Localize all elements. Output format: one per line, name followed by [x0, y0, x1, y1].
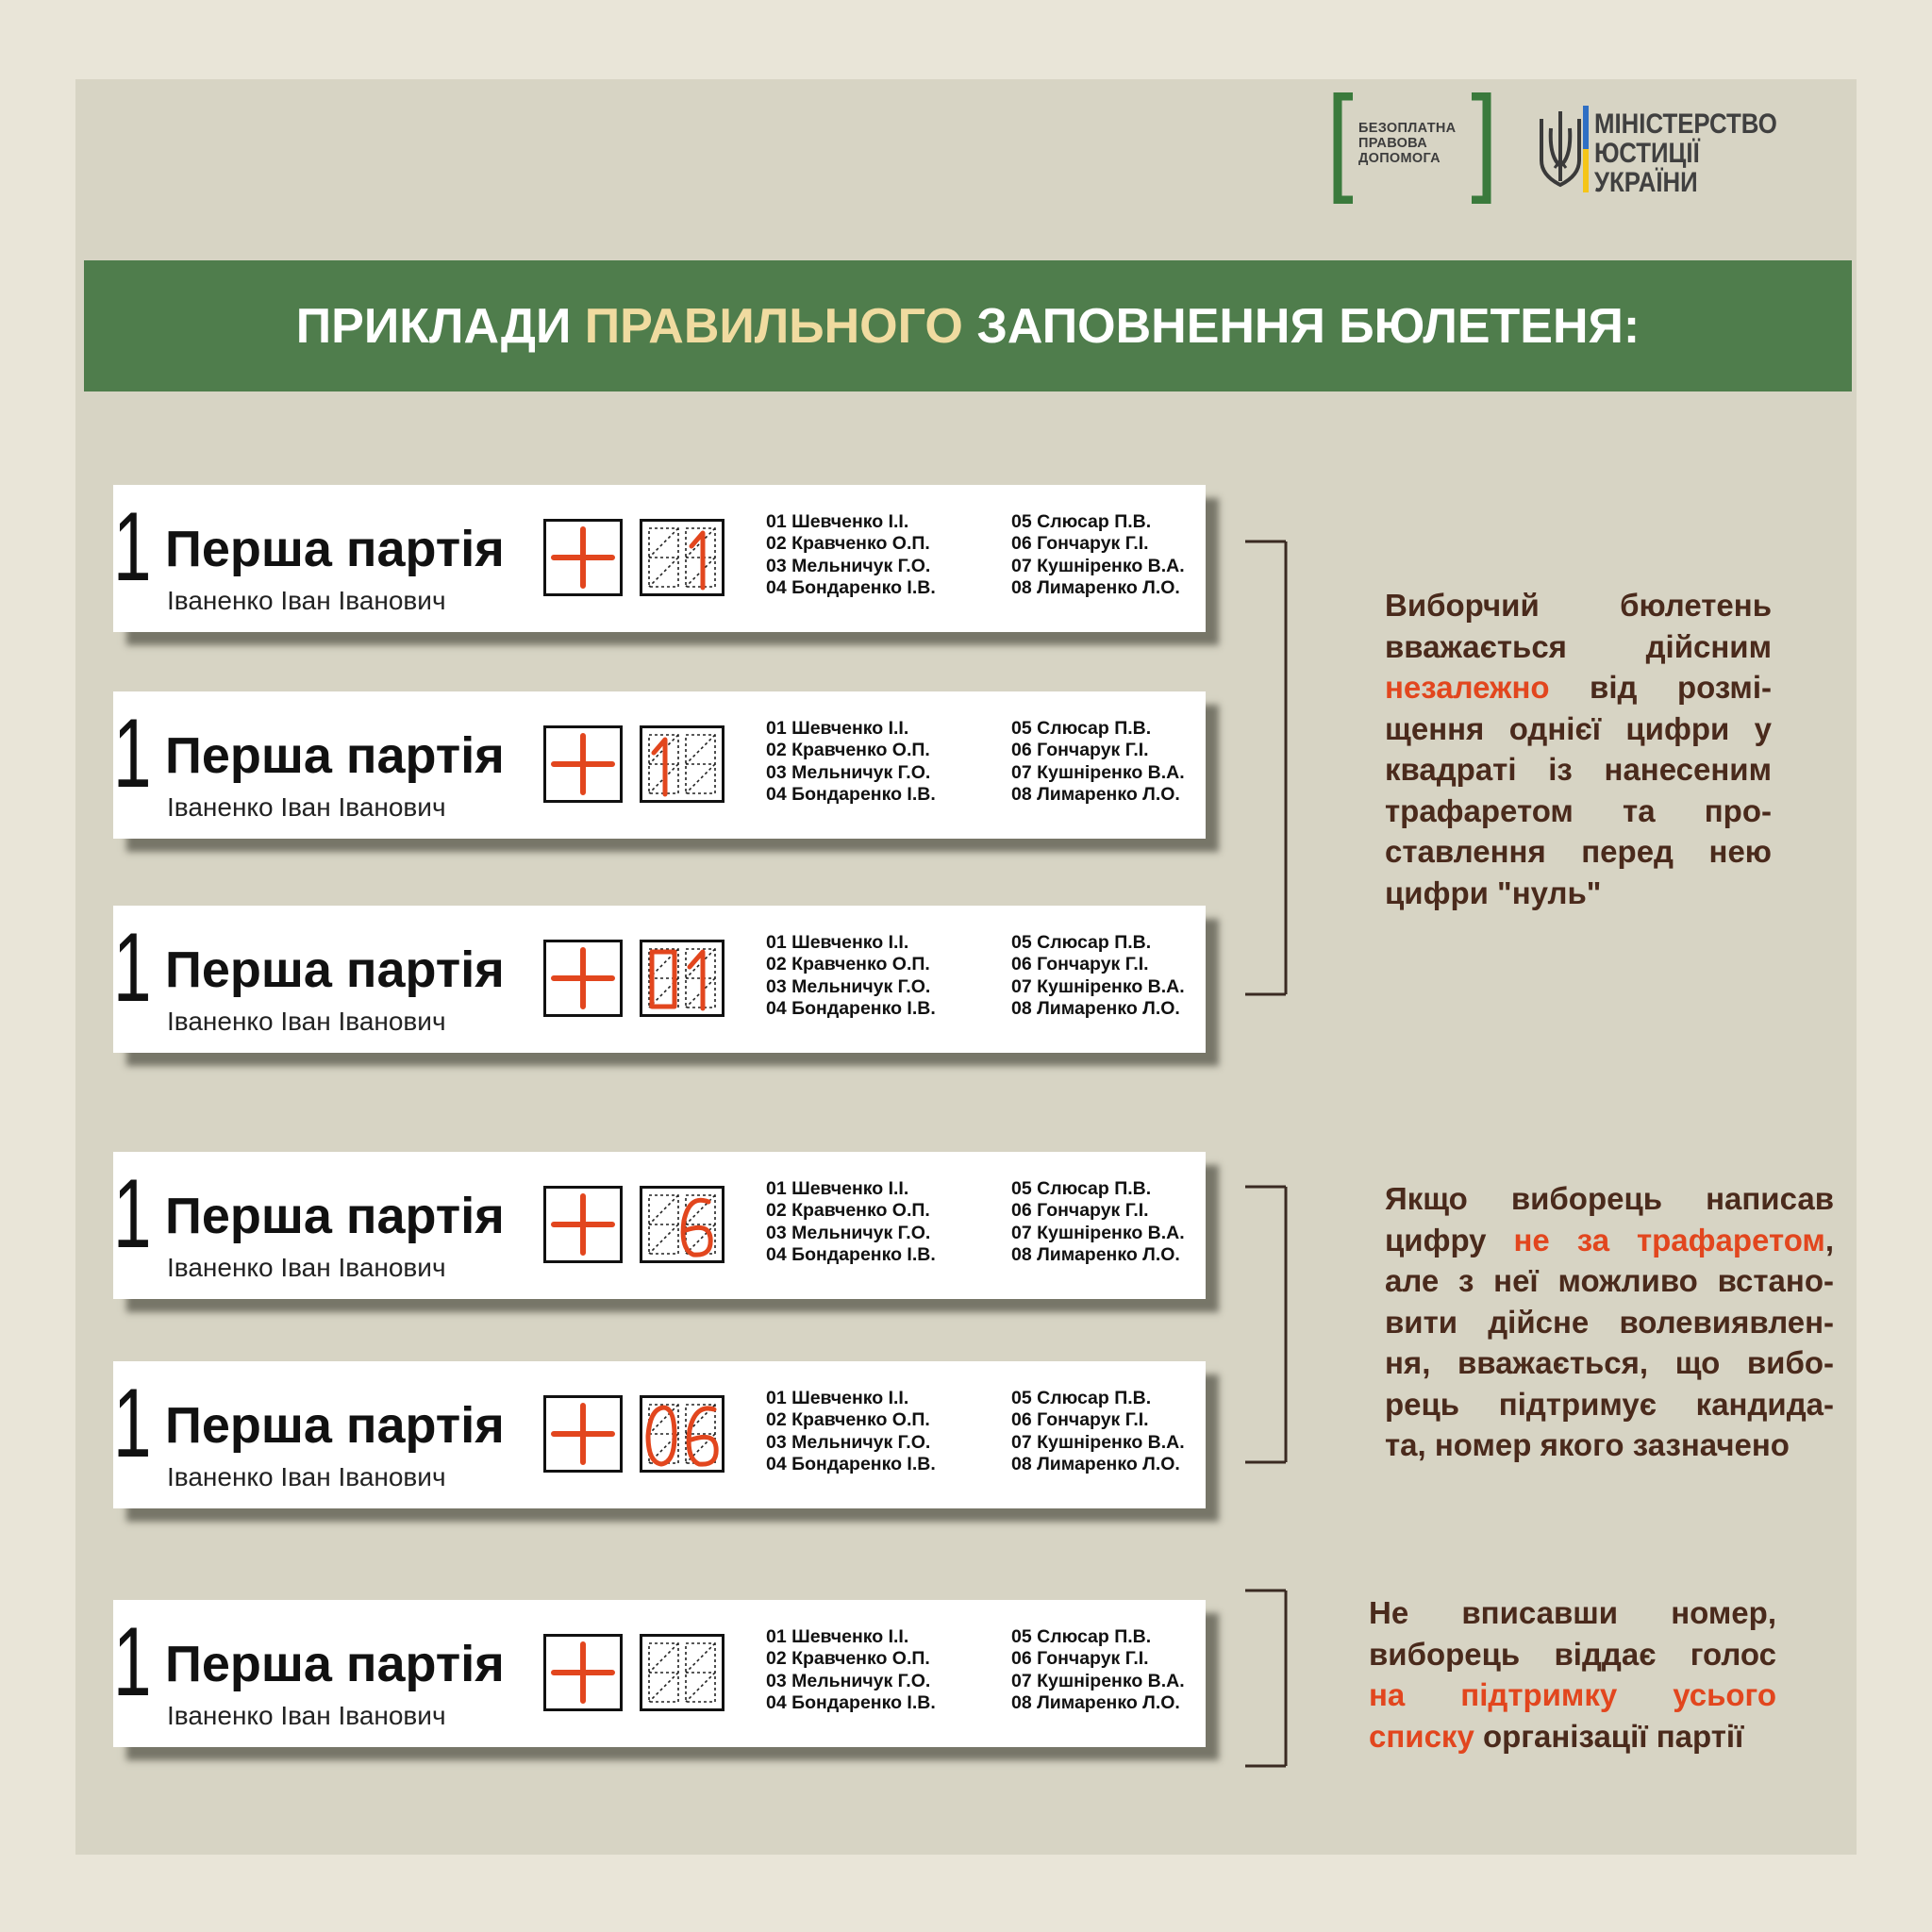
title-banner: [84, 260, 1852, 391]
note-line: [1385, 1424, 1834, 1466]
note-line: [1385, 749, 1772, 791]
candidate-list-col2: [1011, 932, 1185, 1021]
note-line: [1385, 1302, 1834, 1343]
note-highlight: списку: [1369, 1718, 1474, 1754]
candidate-row: 08 Лимаренко Л.О.: [1011, 784, 1180, 806]
candidate-row: 01 Шевченко І.І.: [766, 1626, 909, 1647]
note-line: [1385, 791, 1772, 832]
candidate-row: 08 Лимаренко Л.О.: [1011, 577, 1180, 599]
party-name: Перша партія: [165, 521, 505, 577]
note-no-number: [1369, 1592, 1776, 1757]
note-line: [1369, 1716, 1776, 1757]
candidate-row: 01 Шевченко І.І.: [766, 1388, 909, 1408]
party-number: 1: [113, 1607, 148, 1717]
note-text: Не вписавши номер,: [1369, 1595, 1776, 1630]
bracket-group2-icon: [1245, 1185, 1302, 1464]
candidate-row: 08 Лимаренко Л.О.: [1011, 998, 1180, 1020]
candidate-row: 03 Мельничук Г.О.: [766, 975, 931, 997]
candidate-row: 02 Кравченко О.П.: [766, 1648, 930, 1670]
candidate-number-box[interactable]: [640, 1186, 724, 1263]
digit-stencil: [642, 942, 722, 1014]
party-leader: Іваненко Іван Іванович: [167, 1701, 446, 1730]
note-line: [1385, 708, 1772, 750]
note-highlight: на підтримку усього: [1369, 1677, 1776, 1712]
note-line: [1385, 1384, 1834, 1425]
candidate-list-col1: [766, 511, 936, 600]
note-line: [1369, 1634, 1776, 1675]
candidate-row: 02 Кравченко О.П.: [766, 954, 930, 975]
party-leader: Іваненко Іван Іванович: [167, 586, 446, 615]
candidate-number-box[interactable]: [640, 1395, 724, 1473]
candidate-list-col2: [1011, 1626, 1185, 1715]
note-text: цифри "нуль": [1385, 874, 1602, 910]
party-number: 1: [113, 699, 148, 808]
note-text: але з неї можливо встано-: [1385, 1263, 1834, 1298]
candidate-list-col1: [766, 718, 936, 807]
note-valid-stencil: [1385, 585, 1772, 913]
candidate-row: 01 Шевченко І.І.: [766, 1178, 909, 1199]
candidate-row: 05 Слюсар П.В.: [1011, 718, 1152, 739]
note-line: [1385, 1342, 1834, 1384]
candidate-row: 05 Слюсар П.В.: [1011, 932, 1152, 953]
title-accent: ПРАВИЛЬНОГО: [584, 298, 963, 354]
ministry-text: МІНІСТЕРСТВО ЮСТИЦІЇ УКРАЇНИ: [1594, 108, 1777, 198]
note-not-stencil: [1385, 1178, 1834, 1466]
candidate-row: 08 Лимаренко Л.О.: [1011, 1692, 1180, 1714]
note-line: [1385, 585, 1772, 626]
candidate-row: 05 Слюсар П.В.: [1011, 1178, 1152, 1199]
note-text: вважається дійсним: [1385, 628, 1772, 664]
note-text: вити дійсне волевиявлен-: [1385, 1304, 1834, 1340]
note-text: квадраті із нанесеним: [1385, 752, 1772, 787]
note-text: щення однієї цифри у: [1385, 710, 1772, 746]
ministry-of-justice-logo: [1532, 106, 1843, 198]
candidate-row: 01 Шевченко І.І.: [766, 932, 909, 953]
candidate-list-col2: [1011, 1178, 1185, 1267]
note-text: Виборчий бюлетень: [1385, 588, 1772, 623]
candidate-row: 06 Гончарук Г.І.: [1011, 740, 1149, 761]
candidate-row: 03 Мельничук Г.О.: [766, 761, 931, 783]
plus-mark-icon: [546, 942, 620, 1014]
candidate-row: 02 Кравченко О.П.: [766, 533, 930, 555]
note-text: ня, вважається, що вибо-: [1385, 1345, 1834, 1380]
party-name: Перша партія: [165, 1188, 505, 1244]
candidate-row: 03 Мельничук Г.О.: [766, 1670, 931, 1691]
candidate-row: 03 Мельничук Г.О.: [766, 1431, 931, 1453]
candidate-row: 03 Мельничук Г.О.: [766, 555, 931, 576]
note-line: [1385, 873, 1772, 914]
party-vote-box[interactable]: [543, 1186, 623, 1263]
bracket-group1-icon: [1245, 540, 1302, 996]
candidate-row: 07 Кушніренко В.А.: [1011, 1670, 1185, 1691]
ballot-example-2: [113, 691, 1206, 839]
candidate-list-col1: [766, 1388, 936, 1476]
candidate-row: 08 Лимаренко Л.О.: [1011, 1454, 1180, 1475]
plus-mark-icon: [546, 1398, 620, 1470]
party-vote-box[interactable]: [543, 940, 623, 1017]
party-leader: Іваненко Іван Іванович: [167, 1253, 446, 1282]
candidate-row: 02 Кравченко О.П.: [766, 1200, 930, 1222]
free-legal-aid-logo: [1332, 92, 1492, 204]
candidate-list-col1: [766, 1178, 936, 1267]
note-text: організації партії: [1474, 1718, 1744, 1754]
candidate-row: 06 Гончарук Г.І.: [1011, 1648, 1149, 1670]
candidate-row: 07 Кушніренко В.А.: [1011, 975, 1185, 997]
candidate-number-box[interactable]: [640, 519, 724, 596]
party-vote-box[interactable]: [543, 1395, 623, 1473]
party-number: 1: [113, 1159, 148, 1269]
note-text: та, номер якого зазначено: [1385, 1427, 1790, 1462]
candidate-row: 06 Гончарук Г.І.: [1011, 1200, 1149, 1222]
plus-mark-icon: [546, 1637, 620, 1708]
ballot-example-5: [113, 1361, 1206, 1508]
title-part1: ПРИКЛАДИ: [295, 298, 572, 354]
flag-stripe-icon: [1583, 106, 1589, 195]
party-name: Перша партія: [165, 1397, 505, 1454]
party-number: 1: [113, 492, 148, 602]
note-line: [1385, 1260, 1834, 1302]
trident-emblem-icon: [1532, 106, 1589, 195]
ballot-example-1: [113, 485, 1206, 632]
plus-mark-icon: [546, 728, 620, 800]
candidate-row: 04 Бондаренко І.В.: [766, 1692, 936, 1714]
note-line: [1369, 1674, 1776, 1716]
party-vote-box[interactable]: [543, 1634, 623, 1711]
candidate-row: 05 Слюсар П.В.: [1011, 511, 1152, 532]
ballot-example-3: [113, 906, 1206, 1053]
digit-stencil: [642, 1637, 722, 1708]
candidate-row: 04 Бондаренко І.В.: [766, 1454, 936, 1475]
ballot-example-4: [113, 1152, 1206, 1299]
candidate-row: 04 Бондаренко І.В.: [766, 577, 936, 599]
candidate-row: 05 Слюсар П.В.: [1011, 1626, 1152, 1647]
candidate-row: 05 Слюсар П.В.: [1011, 1388, 1152, 1408]
note-text: рець підтримує кандида-: [1385, 1386, 1834, 1422]
ballot-example-6: [113, 1600, 1206, 1747]
candidate-list-col1: [766, 932, 936, 1021]
note-text: Якщо виборець написав: [1385, 1181, 1834, 1216]
note-line: [1385, 626, 1772, 668]
note-text: ,: [1824, 1222, 1834, 1257]
candidate-list-col2: [1011, 1388, 1185, 1476]
candidate-row: 01 Шевченко І.І.: [766, 718, 909, 739]
note-line: [1369, 1592, 1776, 1634]
note-text: трафаретом та про-: [1385, 792, 1772, 828]
candidate-list-col1: [766, 1626, 936, 1715]
plus-mark-icon: [546, 522, 620, 593]
candidate-row: 04 Бондаренко І.В.: [766, 998, 936, 1020]
digit-stencil: [642, 1189, 722, 1260]
candidate-row: 07 Кушніренко В.А.: [1011, 761, 1185, 783]
party-leader: Іваненко Іван Іванович: [167, 1007, 446, 1036]
candidate-row: 06 Гончарук Г.І.: [1011, 533, 1149, 555]
candidate-number-box[interactable]: [640, 1634, 724, 1711]
note-line: [1385, 1178, 1834, 1220]
candidate-number-box[interactable]: [640, 725, 724, 803]
note-text: цифру: [1385, 1222, 1514, 1257]
note-text: від розмі-: [1549, 670, 1772, 705]
party-name: Перша партія: [165, 727, 505, 784]
candidate-row: 04 Бондаренко І.В.: [766, 784, 936, 806]
note-text: виборець віддає голос: [1369, 1636, 1776, 1672]
candidate-row: 07 Кушніренко В.А.: [1011, 1222, 1185, 1243]
candidate-row: 03 Мельничук Г.О.: [766, 1222, 931, 1243]
party-number: 1: [113, 913, 148, 1023]
candidate-row: 07 Кушніренко В.А.: [1011, 1431, 1185, 1453]
party-leader: Іваненко Іван Іванович: [167, 1462, 446, 1491]
party-name: Перша партія: [165, 941, 505, 998]
note-line: [1385, 1220, 1834, 1261]
party-name: Перша партія: [165, 1636, 505, 1692]
candidate-row: 02 Кравченко О.П.: [766, 1409, 930, 1431]
note-highlight: незалежно: [1385, 670, 1550, 705]
candidate-list-col2: [1011, 511, 1185, 600]
candidate-row: 01 Шевченко І.І.: [766, 511, 909, 532]
party-leader: Іваненко Іван Іванович: [167, 792, 446, 822]
candidate-row: 04 Бондаренко І.В.: [766, 1244, 936, 1266]
digit-stencil: [642, 522, 722, 593]
candidate-row: 06 Гончарук Г.І.: [1011, 954, 1149, 975]
candidate-number-box[interactable]: [640, 940, 724, 1017]
note-line: [1385, 667, 1772, 708]
note-highlight: не за трафаретом: [1513, 1222, 1825, 1257]
candidate-list-col2: [1011, 718, 1185, 807]
note-text: ставлення перед нею: [1385, 834, 1772, 869]
plus-mark-icon: [546, 1189, 620, 1260]
candidate-row: 02 Кравченко О.П.: [766, 740, 930, 761]
bracket-group3-icon: [1245, 1589, 1302, 1768]
candidate-row: 07 Кушніренко В.А.: [1011, 555, 1185, 576]
party-vote-box[interactable]: [543, 519, 623, 596]
party-number: 1: [113, 1369, 148, 1478]
candidate-row: 06 Гончарук Г.І.: [1011, 1409, 1149, 1431]
note-line: [1385, 831, 1772, 873]
digit-stencil: [642, 1398, 722, 1470]
digit-stencil: [642, 728, 722, 800]
party-vote-box[interactable]: [543, 725, 623, 803]
candidate-row: 08 Лимаренко Л.О.: [1011, 1244, 1180, 1266]
title-part2: ЗАПОВНЕННЯ БЮЛЕТЕНЯ:: [976, 298, 1641, 354]
free-legal-aid-text: БЕЗОПЛАТНА ПРАВОВА ДОПОМОГА: [1358, 121, 1457, 166]
